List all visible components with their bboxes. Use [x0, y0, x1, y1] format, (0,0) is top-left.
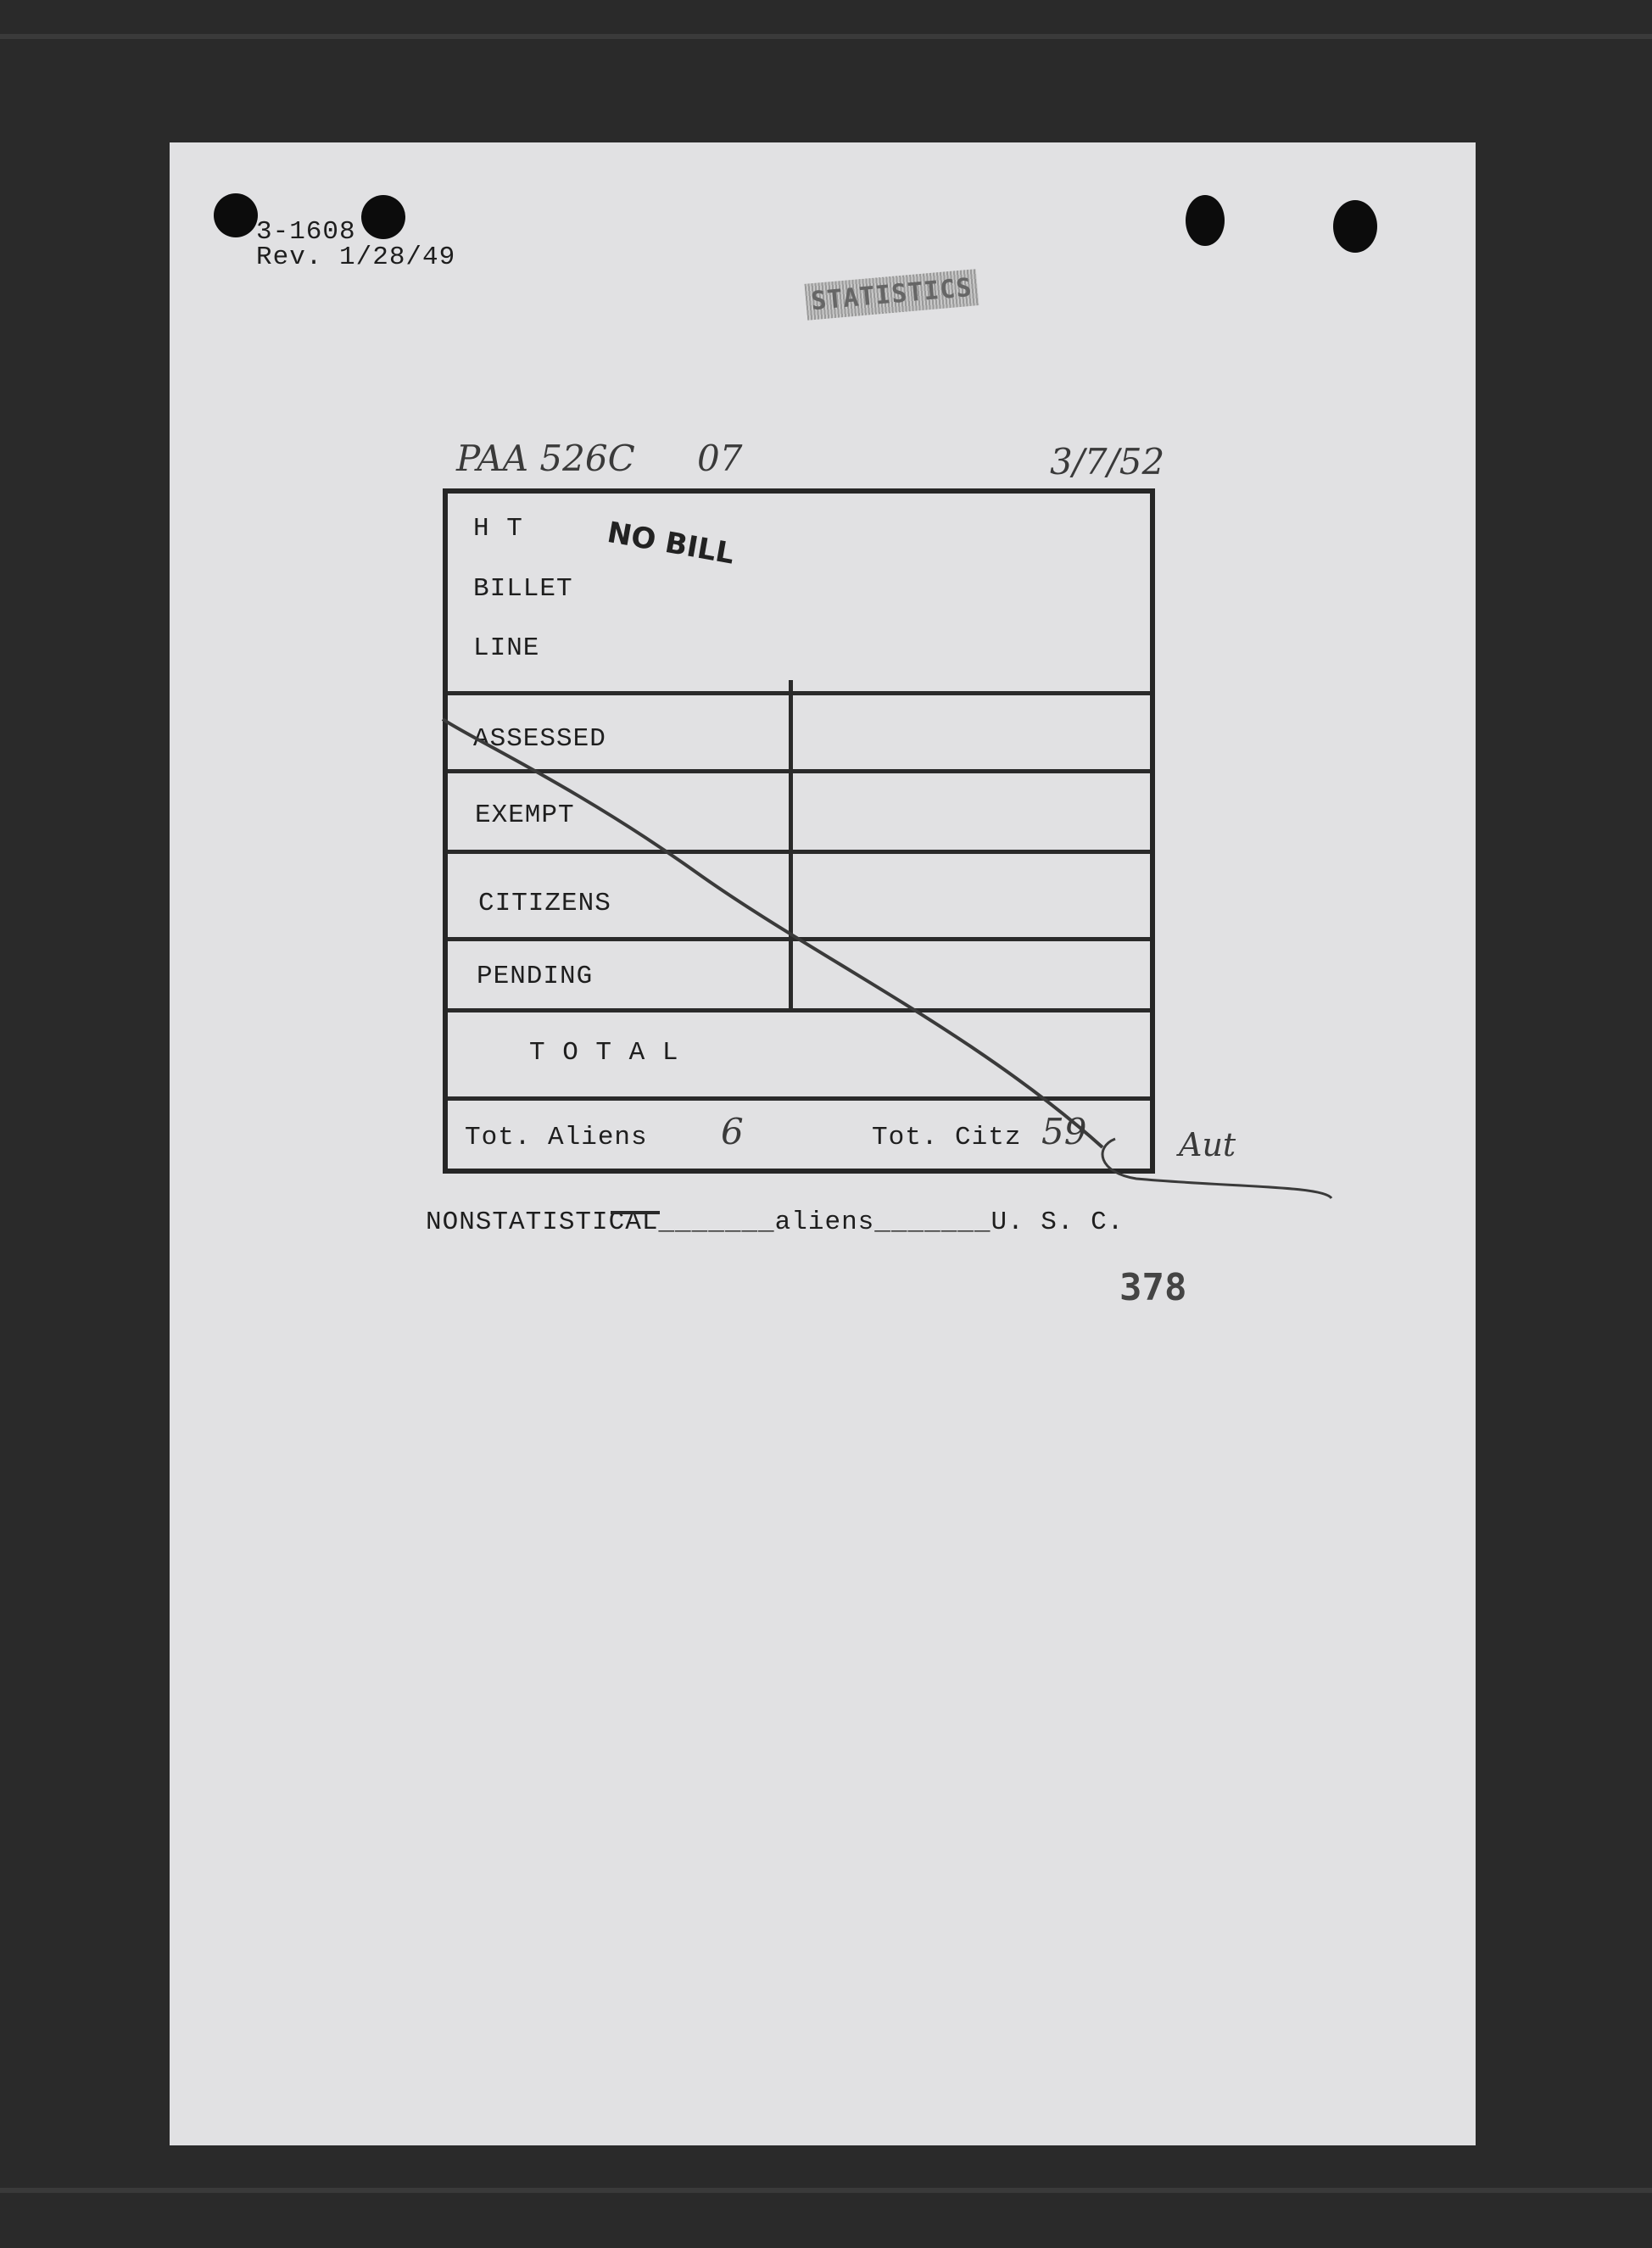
document-page	[170, 142, 1476, 2145]
tot-citizens-value: 59	[1041, 1111, 1087, 1152]
billet-label: BILLET	[473, 574, 573, 604]
pencil-strike-line	[170, 142, 1476, 2145]
initials: Aut	[1179, 1126, 1236, 1163]
ht-label: H T	[473, 514, 523, 544]
sheet-number: 378	[1119, 1266, 1187, 1309]
no-bill-stamp: NO BILL	[605, 516, 737, 572]
statistics-stamp: STATISTICS	[805, 269, 979, 320]
flight-suffix: 07	[697, 438, 743, 479]
line-label: LINE	[473, 633, 540, 663]
form-number: 3-1608	[256, 217, 356, 247]
nonstatistical-line: NONSTATISTICAL_______aliens_______U. S. C.	[426, 1208, 1125, 1237]
tot-citizens-label: Tot. Citz	[872, 1123, 1022, 1152]
pending-label: PENDING	[477, 962, 594, 991]
flight-code: PAA 526C	[456, 438, 635, 479]
citizens-label: CITIZENS	[478, 889, 611, 918]
tot-aliens-label: Tot. Aliens	[465, 1123, 648, 1152]
form-revision: Rev. 1/28/49	[256, 243, 456, 272]
assessed-label: ASSESSED	[473, 724, 606, 754]
form-date: 3/7/52	[1050, 441, 1165, 483]
tot-aliens-value: 6	[721, 1111, 744, 1152]
total-label: T O T A L	[529, 1038, 679, 1068]
exempt-label: EXEMPT	[475, 800, 575, 830]
